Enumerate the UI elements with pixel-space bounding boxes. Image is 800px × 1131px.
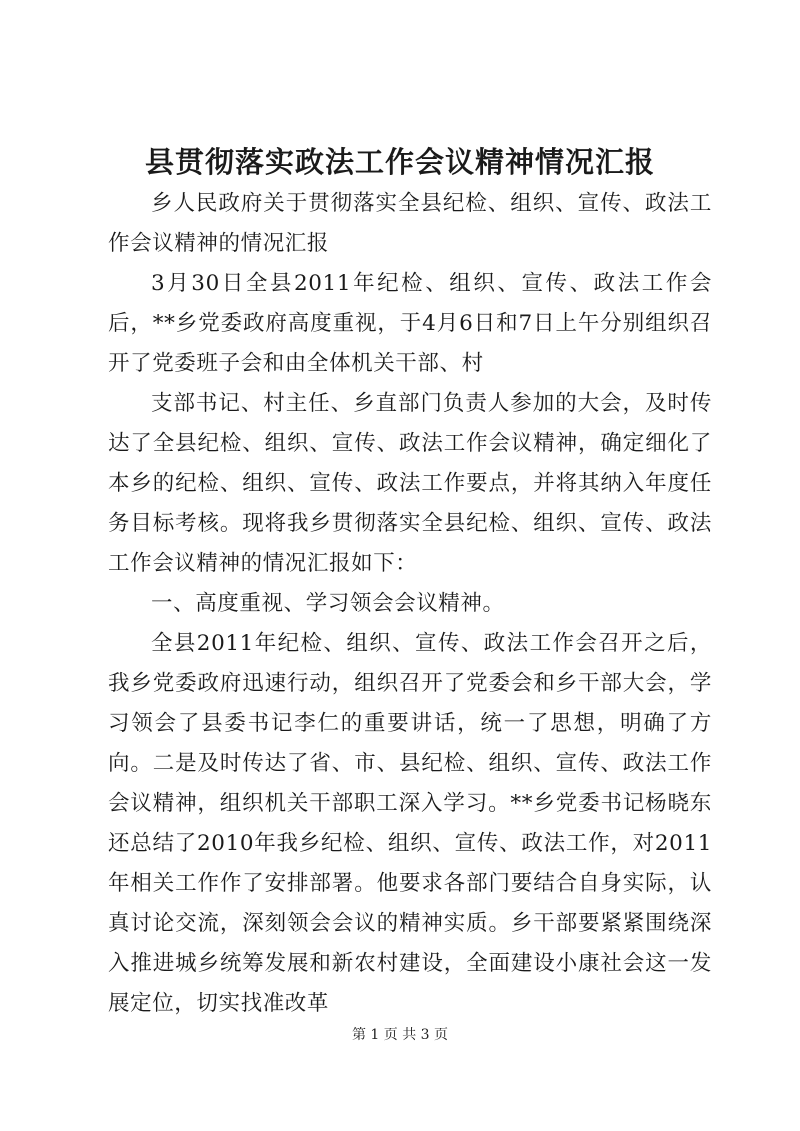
page-footer: 第 1 页 共 3 页 [351, 1027, 449, 1043]
paragraph-attendees: 支部书记、村主任、乡直部门负责人参加的大会，及时传达了全县纪检、组织、宣传、政法工作会议精神，确定细化了本乡的纪检、组织、宣传、政法工作要点，并将其纳入年度任务目标考核。现将我乡贯彻落实全县纪检、组织、宣传、政法工作会议精神的情况汇报如下： [108, 391, 712, 576]
document-body [108, 184, 712, 1024]
document-title: 县贯彻落实政法工作会议精神情况汇报 [144, 145, 655, 179]
paragraph-section-1: 全县2011年纪检、组织、宣传、政法工作会召开之后，我乡党委政府迅速行动，组织召开了党委会和乡干部大会，学习领会了县委书记李仁的重要讲话，统一了思想，明确了方向。二是及时传达了省、市、县纪检、组织、宣传、政法工作会议精神，组织机关干部职工深入学习。**乡党委书记杨晓东还总结了2010年我乡纪检、组织、宣传、政法工作，对2011年相关工作作了安排部署。他要求各部门要结合自身实际，认真讨论交流，深刻领会会议的精神实质。乡干部要紧紧围绕深入推进城乡统筹发展和新农村建设，全面建设小康社会这一发展定位，切实找准改革 [108, 631, 712, 1016]
paragraph-intro: 乡人民政府关于贯彻落实全县纪检、组织、宣传、政法工作会议精神的情况汇报 [108, 191, 712, 256]
paragraph-meeting: 3月30日全县2011年纪检、组织、宣传、政法工作会后，**乡党委政府高度重视，于4月6日和7日上午分别组织召开了党委班子会和由全体机关干部、村 [108, 271, 712, 376]
section-heading-1: 一、高度重视、学习领会会议精神。 [151, 591, 505, 616]
